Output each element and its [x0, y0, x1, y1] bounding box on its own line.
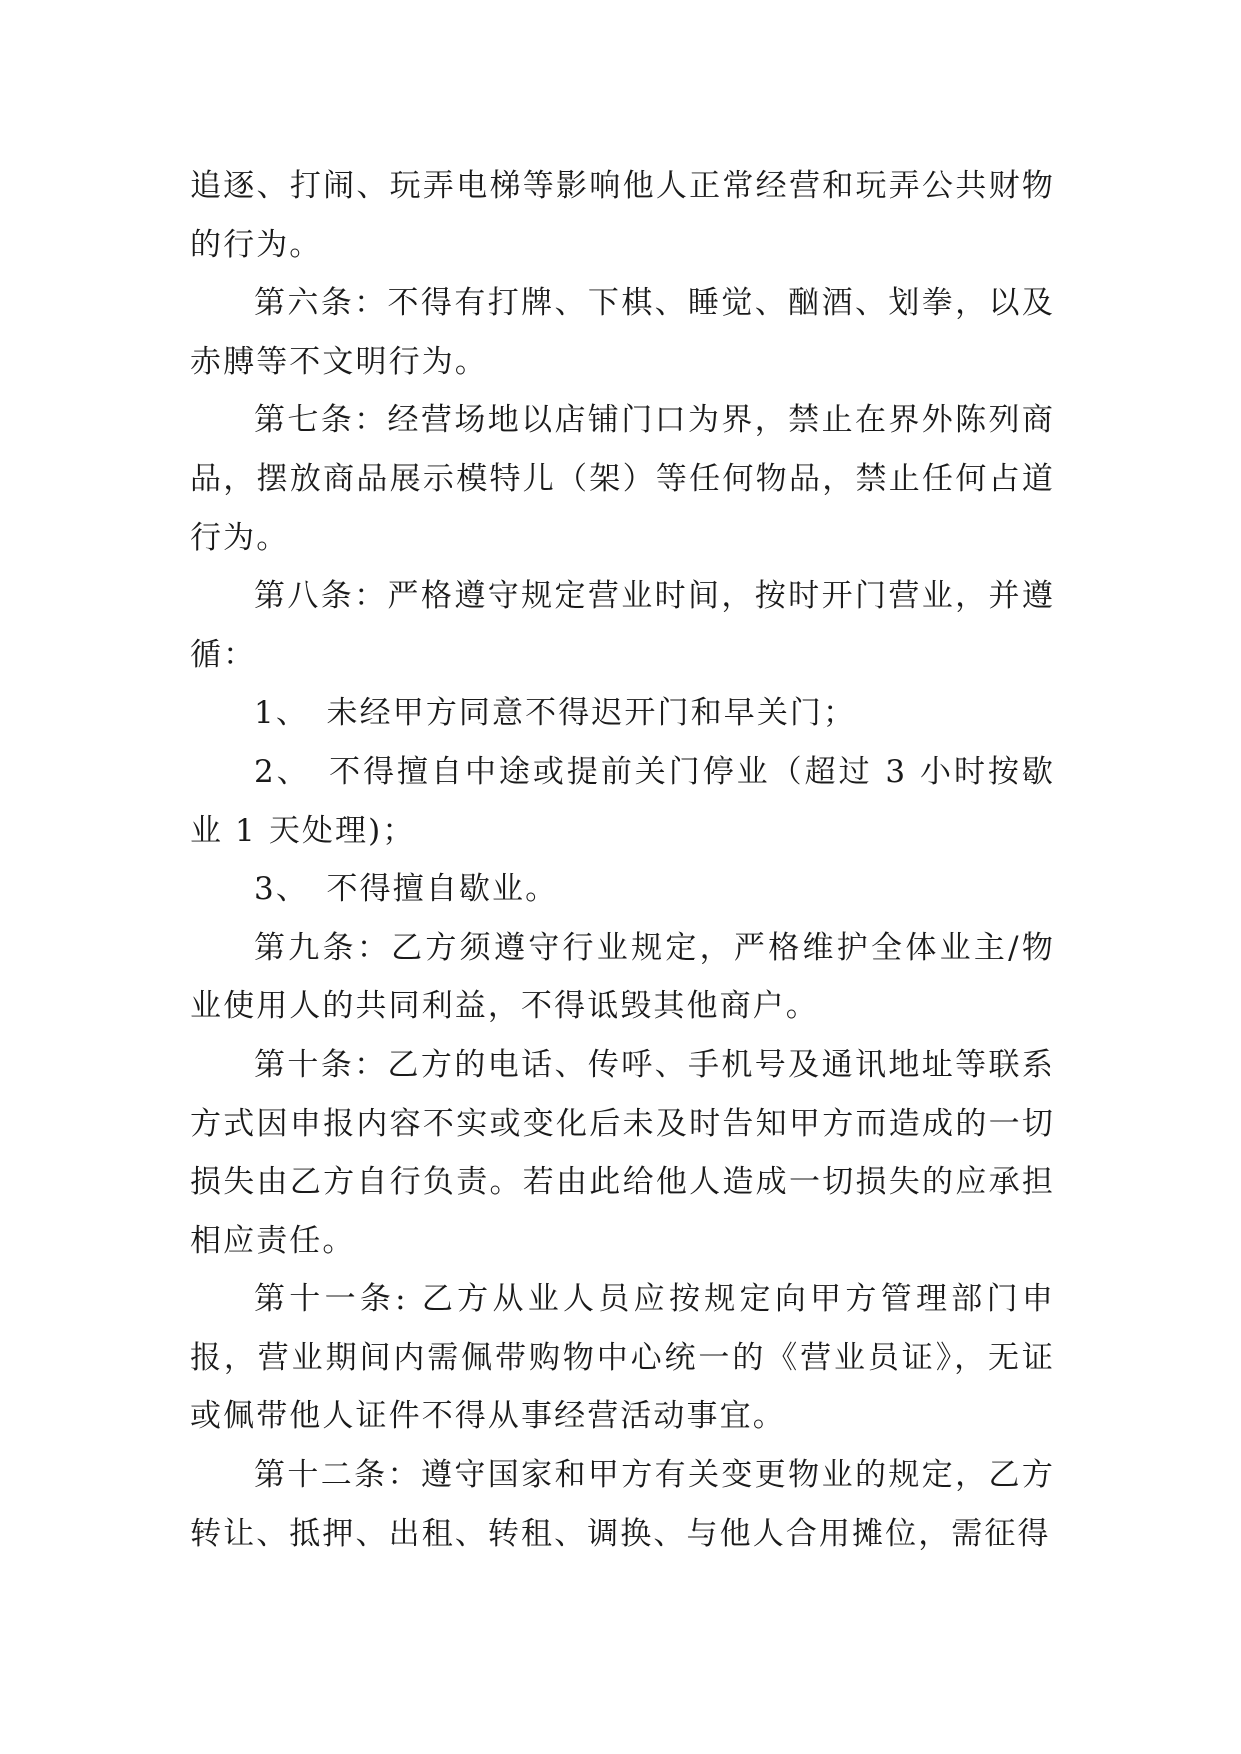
paragraph-article-10: 第十条：乙方的电话、传呼、手机号及通讯地址等联系方式因申报内容不实或变化后未及时告知甲方而造成的一切损失由乙方自行负责。若由此给他人造成一切损失的应承担相应责任。: [190, 1046, 1055, 1259]
document-body: [190, 157, 1055, 1563]
list-item-article-8-2: 2、 不得擅自中途或提前关门停业（超过 3 小时按歇业 1 天处理)；: [190, 753, 1055, 849]
paragraph-article-11: 第十一条: 乙方从业人员应按规定向甲方管理部门申报，营业期间内需佩带购物中心统一的《营业员证》，无证或佩带他人证件不得从事经营活动事宜。: [190, 1281, 1055, 1435]
list-item-article-8-3: 3、 不得擅自歇业。: [254, 871, 559, 908]
paragraph-article-8: 第八条：严格遵守规定营业时间，按时开门营业，并遵循：: [190, 578, 1055, 673]
list-item-article-8-1: 1、 未经甲方同意不得迟开门和早关门；: [254, 695, 857, 732]
paragraph-article-7: 第七条：经营场地以店铺门口为界，禁止在界外陈列商品，摆放商品展示模特儿（架）等任何物品，禁止任何占道行为。: [190, 402, 1055, 556]
paragraph-article-9: 第九条：乙方须遵守行业规定，严格维护全体业主/物业使用人的共同利益，不得诋毁其他商户。: [190, 929, 1055, 1025]
paragraph-continuation: 追逐、打闹、玩弄电梯等影响他人正常经营和玩弄公共财物的行为。: [190, 168, 1055, 263]
paragraph-article-12: 第十二条：遵守国家和甲方有关变更物业的规定，乙方转让、抵押、出租、转租、调换、与他人合用摊位，需征得: [190, 1457, 1055, 1552]
paragraph-article-6: 第六条：不得有打牌、下棋、睡觉、酗酒、划拳，以及赤膊等不文明行为。: [190, 285, 1055, 380]
